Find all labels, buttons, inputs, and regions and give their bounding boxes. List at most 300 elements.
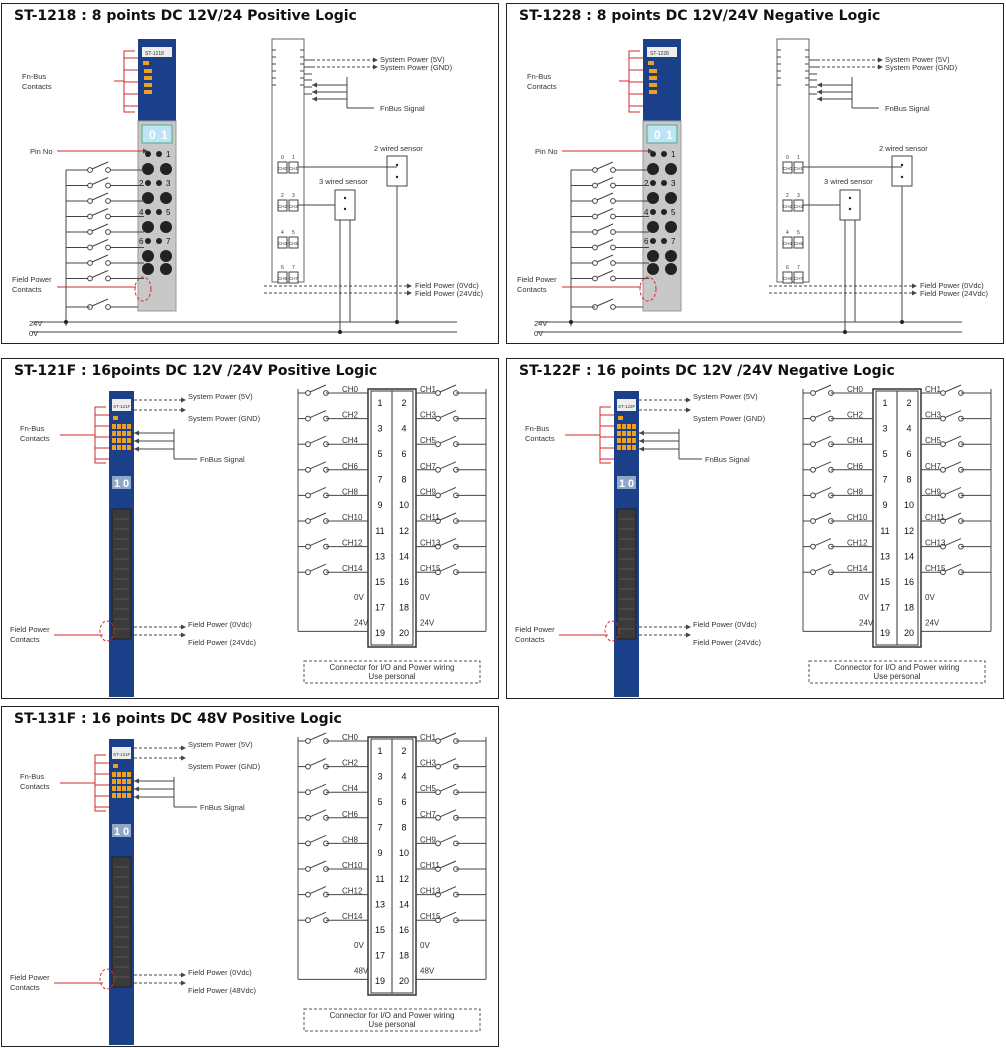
pin-terminal bbox=[650, 238, 656, 244]
terminal-pin-number: 1 bbox=[377, 745, 383, 756]
input-switch-contact bbox=[106, 276, 111, 281]
input-switch-blade bbox=[310, 385, 326, 392]
input-switch-blade bbox=[597, 162, 613, 169]
channel-label: CH6 bbox=[342, 809, 359, 819]
channel-pin: 6 bbox=[281, 265, 284, 271]
screw-terminal bbox=[142, 250, 154, 262]
schematic-module bbox=[272, 39, 304, 282]
pin-number: 1 bbox=[166, 150, 171, 159]
channel-led bbox=[117, 793, 121, 798]
screw-terminal bbox=[142, 263, 154, 275]
input-switch-contact bbox=[941, 416, 946, 421]
arrow-head bbox=[686, 633, 691, 638]
screw-terminal bbox=[647, 250, 659, 262]
channel-led bbox=[122, 786, 126, 791]
panel-title: ST-131F : 16 points DC 48V Positive Logic bbox=[14, 711, 342, 727]
channel-led bbox=[117, 438, 121, 443]
wiring-diagram-st-122f bbox=[507, 359, 1003, 698]
pin-number: 7 bbox=[671, 237, 676, 246]
input-switch-contact bbox=[436, 815, 441, 820]
led-digit-1: 1 bbox=[619, 478, 626, 490]
arrow-head bbox=[407, 291, 412, 296]
channel-led bbox=[622, 445, 626, 450]
channel-pin: 3 bbox=[797, 193, 800, 199]
terminal-pin-number: 12 bbox=[398, 525, 410, 536]
channel-label: CH14 bbox=[342, 564, 363, 574]
terminal-pin-number: 18 bbox=[398, 602, 410, 613]
channel-label: CH13 bbox=[420, 886, 441, 896]
input-switch-blade bbox=[92, 209, 108, 216]
panel-title: ST-122F : 16 points DC 12V /24V Negative Logic bbox=[519, 363, 895, 379]
power-label: 48V bbox=[354, 966, 369, 976]
system-power-5v-label: System Power (5V) bbox=[188, 740, 253, 749]
channel-led bbox=[649, 90, 657, 94]
terminal-pin-number: 4 bbox=[401, 423, 407, 434]
channel-led bbox=[122, 793, 126, 798]
pin-number: 1 bbox=[671, 150, 676, 159]
channel-label: CH2 bbox=[783, 204, 793, 209]
channel-led bbox=[117, 786, 121, 791]
input-switch-blade bbox=[815, 436, 831, 443]
input-switch-blade bbox=[440, 513, 456, 520]
sensor-terminal bbox=[396, 176, 398, 178]
screw-terminal bbox=[647, 221, 659, 233]
channel-pin: 7 bbox=[292, 265, 295, 271]
terminal-pin-number: 8 bbox=[401, 822, 407, 833]
channel-led bbox=[649, 69, 657, 73]
panel-st-1228 bbox=[506, 3, 1004, 344]
field-power-24v-label: Field Power (24Vdc) bbox=[920, 289, 988, 298]
input-switch-contact bbox=[611, 168, 616, 173]
status-led bbox=[618, 416, 623, 420]
channel-led bbox=[117, 772, 121, 777]
pin-number: 6 bbox=[644, 237, 649, 246]
channel-label: CH7 bbox=[420, 461, 437, 471]
screw-terminal bbox=[665, 192, 677, 204]
wiring-diagram-st-121f bbox=[2, 359, 498, 698]
channel-led bbox=[112, 793, 116, 798]
channel-label: CH7 bbox=[289, 276, 299, 281]
input-switch-blade bbox=[945, 564, 961, 571]
channel-led bbox=[122, 424, 126, 429]
arrow-head bbox=[878, 58, 883, 63]
pin-terminal bbox=[661, 151, 667, 157]
sensor-terminal bbox=[344, 208, 346, 210]
terminal-pin-number: 2 bbox=[906, 397, 912, 408]
pin-terminal bbox=[145, 209, 151, 215]
two-wired-sensor-label: 2 wired sensor bbox=[374, 144, 423, 153]
field-power-0v-label: Field Power (0Vdc) bbox=[188, 620, 252, 629]
pin-no-label: Pin No bbox=[30, 147, 53, 156]
input-switch-contact bbox=[306, 493, 311, 498]
channel-label: CH11 bbox=[420, 513, 440, 522]
input-switch-contact bbox=[88, 214, 93, 219]
input-switch-blade bbox=[310, 784, 326, 791]
input-switch-blade bbox=[440, 436, 456, 443]
fn-bus-label: Contacts bbox=[22, 82, 52, 91]
input-switch-contact bbox=[436, 416, 441, 421]
input-switch-blade bbox=[310, 887, 326, 894]
rail-24v-label: 24V bbox=[534, 319, 548, 328]
input-switch-contact bbox=[436, 391, 441, 396]
terminal-pin-number: 6 bbox=[401, 449, 407, 459]
screw-terminal bbox=[142, 192, 154, 204]
screw-terminal bbox=[160, 221, 172, 233]
channel-led bbox=[632, 424, 636, 429]
input-switch-contact bbox=[811, 570, 816, 575]
terminal-pin-number: 10 bbox=[398, 500, 410, 511]
led-digit-1: 1 bbox=[114, 826, 121, 838]
channel-pin: 6 bbox=[786, 265, 789, 271]
terminal-pin-number: 3 bbox=[377, 771, 383, 782]
channel-label: CH2 bbox=[342, 758, 359, 768]
channel-label: CH7 bbox=[925, 461, 942, 471]
channel-led bbox=[127, 445, 131, 450]
arrow-head bbox=[639, 431, 644, 436]
channel-led bbox=[122, 438, 126, 443]
arrow-head bbox=[639, 447, 644, 452]
input-switch-blade bbox=[310, 912, 326, 919]
channel-label: CH0 bbox=[847, 385, 864, 394]
terminal-pin-number: 1 bbox=[377, 397, 383, 408]
power-label: 0V bbox=[354, 940, 364, 950]
channel-led bbox=[122, 772, 126, 777]
input-switch-contact bbox=[611, 199, 616, 204]
channel-label: CH12 bbox=[342, 538, 363, 548]
arrow-head bbox=[181, 756, 186, 761]
input-switch-blade bbox=[815, 411, 831, 418]
input-switch-blade bbox=[945, 385, 961, 392]
channel-led bbox=[649, 76, 657, 80]
system-power-gnd-label: System Power (GND) bbox=[380, 63, 453, 72]
led-digit-0: 0 bbox=[654, 128, 661, 142]
terminal-pin-number: 17 bbox=[879, 602, 891, 613]
module-model-label: ST-121F bbox=[113, 404, 131, 409]
power-label: 0V bbox=[420, 940, 430, 950]
input-switch-contact bbox=[811, 467, 816, 472]
channel-led bbox=[627, 424, 631, 429]
input-switch-blade bbox=[440, 912, 456, 919]
channel-pin: 0 bbox=[786, 155, 789, 161]
field-power-contacts-label: Field Power bbox=[12, 275, 52, 284]
channel-label: CH6 bbox=[342, 461, 359, 471]
input-switch-blade bbox=[310, 462, 326, 469]
screw-terminal bbox=[160, 192, 172, 204]
input-switch-contact bbox=[306, 790, 311, 795]
connector-note-line2: Use personal bbox=[368, 672, 416, 681]
panel-st-131f bbox=[1, 706, 499, 1047]
terminal-pin-number: 15 bbox=[374, 577, 386, 587]
terminal-pin-number: 20 bbox=[398, 628, 410, 639]
channel-led bbox=[112, 445, 116, 450]
power-label: 24V bbox=[420, 618, 435, 628]
terminal-pin-number: 9 bbox=[882, 500, 888, 511]
fnbus-signal-label: FnBus Signal bbox=[380, 104, 425, 113]
channel-label: CH7 bbox=[420, 809, 437, 819]
channel-led bbox=[617, 438, 621, 443]
screw-terminal bbox=[665, 263, 677, 275]
power-label: 0V bbox=[859, 592, 869, 602]
channel-label: CH6 bbox=[278, 276, 288, 281]
connector-note-line1: Connector for I/O and Power wiring bbox=[834, 663, 960, 672]
rail-0v-label: 0V bbox=[29, 329, 39, 338]
input-switch-contact bbox=[106, 261, 111, 266]
rail-junction bbox=[569, 320, 573, 324]
arrow-head bbox=[181, 625, 186, 630]
input-switch-contact bbox=[88, 245, 93, 250]
channel-led bbox=[627, 431, 631, 436]
pin-number: 6 bbox=[139, 237, 144, 246]
pin-terminal bbox=[661, 209, 667, 215]
arrow-head bbox=[181, 746, 186, 751]
pin-number: 5 bbox=[166, 208, 171, 217]
channel-led bbox=[127, 431, 131, 436]
channel-pin: 1 bbox=[292, 155, 295, 161]
system-power-5v-label: System Power (5V) bbox=[885, 55, 950, 64]
input-switch-blade bbox=[310, 487, 326, 494]
input-switch-contact bbox=[436, 442, 441, 447]
input-switch-blade bbox=[92, 162, 108, 169]
pin-terminal bbox=[145, 180, 151, 186]
channel-label: CH15 bbox=[420, 912, 441, 922]
channel-led bbox=[117, 445, 121, 450]
input-switch-contact bbox=[611, 245, 616, 250]
pin-number: 5 bbox=[671, 208, 676, 217]
channel-label: CH10 bbox=[847, 513, 868, 522]
terminal-pin-number: 5 bbox=[882, 449, 888, 459]
channel-led bbox=[632, 438, 636, 443]
status-led bbox=[143, 61, 149, 65]
input-switch-contact bbox=[593, 261, 598, 266]
channel-label: CH4 bbox=[278, 241, 288, 246]
terminal-pin-number: 12 bbox=[903, 525, 915, 536]
input-switch-blade bbox=[597, 271, 613, 278]
arrow-head bbox=[639, 439, 644, 444]
channel-label: CH14 bbox=[342, 912, 363, 922]
channel-led bbox=[627, 438, 631, 443]
input-switch-contact bbox=[593, 183, 598, 188]
wiring-diagram-st-131f bbox=[2, 707, 498, 1046]
module-model-label: ST-131F bbox=[113, 752, 131, 757]
input-switch-blade bbox=[92, 224, 108, 231]
pin-terminal bbox=[650, 180, 656, 186]
pin-number: 3 bbox=[671, 179, 676, 188]
arrow-head bbox=[181, 398, 186, 403]
input-switch-blade bbox=[440, 759, 456, 766]
field-power-contacts-label: Contacts bbox=[10, 635, 40, 644]
screw-terminal bbox=[142, 221, 154, 233]
pin-terminal bbox=[661, 180, 667, 186]
channel-label: CH10 bbox=[342, 861, 363, 870]
input-switch-contact bbox=[88, 168, 93, 173]
channel-label: CH1 bbox=[420, 385, 437, 394]
led-digit-1: 1 bbox=[666, 128, 673, 142]
terminal-pin-number: 6 bbox=[401, 797, 407, 807]
system-power-5v-label: System Power (5V) bbox=[380, 55, 445, 64]
two-wired-sensor bbox=[387, 156, 407, 186]
input-switch-blade bbox=[310, 733, 326, 740]
input-switch-contact bbox=[611, 230, 616, 235]
arrow-head bbox=[181, 633, 186, 638]
terminal-pin-number: 8 bbox=[401, 474, 407, 485]
channel-led bbox=[649, 83, 657, 87]
input-switch-contact bbox=[611, 276, 616, 281]
input-switch-contact bbox=[106, 199, 111, 204]
input-switch-blade bbox=[597, 299, 613, 306]
screw-terminal bbox=[665, 163, 677, 175]
channel-label: CH9 bbox=[420, 487, 437, 497]
input-switch-blade bbox=[310, 810, 326, 817]
channel-led bbox=[127, 793, 131, 798]
channel-pin: 4 bbox=[281, 230, 284, 236]
channel-label: CH3 bbox=[794, 204, 804, 209]
terminal-pin-number: 9 bbox=[377, 848, 383, 859]
input-switch-contact bbox=[593, 168, 598, 173]
input-switch-blade bbox=[440, 539, 456, 546]
led-digit-0: 0 bbox=[149, 128, 156, 142]
pin-number: 4 bbox=[644, 208, 649, 217]
channel-pin: 0 bbox=[281, 155, 284, 161]
channel-label: CH10 bbox=[342, 513, 363, 522]
channel-led bbox=[127, 772, 131, 777]
fn-bus-label: Contacts bbox=[20, 782, 50, 791]
input-switch-contact bbox=[436, 790, 441, 795]
screw-terminal bbox=[647, 163, 659, 175]
screw-terminal bbox=[142, 163, 154, 175]
channel-label: CH5 bbox=[420, 784, 437, 794]
input-switch-blade bbox=[440, 784, 456, 791]
channel-label: CH9 bbox=[420, 835, 437, 845]
channel-label: CH9 bbox=[925, 487, 942, 497]
channel-label: CH6 bbox=[847, 461, 864, 471]
terminal-pin-number: 18 bbox=[398, 950, 410, 961]
led-digit-1: 1 bbox=[161, 128, 168, 142]
terminal-pin-number: 10 bbox=[398, 848, 410, 859]
screw-terminal bbox=[647, 263, 659, 275]
channel-pin: 5 bbox=[797, 230, 800, 236]
input-switch-blade bbox=[92, 240, 108, 247]
arrow-head bbox=[686, 398, 691, 403]
schematic-module bbox=[777, 39, 809, 282]
field-power-24v-label: Field Power (24Vdc) bbox=[693, 638, 761, 647]
wiring-diagram-st-1218 bbox=[2, 4, 498, 343]
terminal-pin-number: 9 bbox=[377, 500, 383, 511]
arrow-head bbox=[181, 981, 186, 986]
field-power-0v-label: Field Power (0Vdc) bbox=[920, 281, 984, 290]
terminal-pin-number: 3 bbox=[377, 423, 383, 434]
module-model-label: ST-122F bbox=[618, 404, 636, 409]
input-switch-contact bbox=[306, 416, 311, 421]
input-switch-blade bbox=[440, 810, 456, 817]
arrow-head bbox=[817, 97, 822, 102]
channel-led bbox=[122, 445, 126, 450]
input-switch-contact bbox=[941, 391, 946, 396]
input-switch-contact bbox=[436, 841, 441, 846]
arrow-head bbox=[686, 408, 691, 413]
input-switch-blade bbox=[815, 462, 831, 469]
channel-pin: 3 bbox=[292, 193, 295, 199]
channel-label: CH5 bbox=[289, 241, 299, 246]
fn-bus-label: Fn-Bus bbox=[20, 424, 45, 433]
channel-label: CH7 bbox=[794, 276, 804, 281]
channel-label: CH4 bbox=[847, 436, 864, 446]
channel-label: CH8 bbox=[342, 835, 359, 845]
channel-label: CH6 bbox=[783, 276, 793, 281]
channel-label: CH0 bbox=[342, 385, 359, 394]
arrow-head bbox=[686, 625, 691, 630]
input-switch-contact bbox=[306, 570, 311, 575]
terminal-pin-number: 4 bbox=[401, 771, 407, 782]
field-power-0v-label: Field Power (0Vdc) bbox=[188, 968, 252, 977]
system-power-5v-label: System Power (5V) bbox=[188, 392, 253, 401]
channel-label: CH3 bbox=[925, 410, 942, 420]
channel-led bbox=[117, 431, 121, 436]
channel-label: CH5 bbox=[925, 436, 942, 446]
system-power-gnd-label: System Power (GND) bbox=[885, 63, 958, 72]
input-switch-contact bbox=[88, 276, 93, 281]
input-switch-contact bbox=[593, 199, 598, 204]
input-switch-contact bbox=[811, 416, 816, 421]
channel-label: CH14 bbox=[847, 564, 868, 574]
arrow-head bbox=[181, 408, 186, 413]
input-switch-blade bbox=[440, 733, 456, 740]
input-switch-contact bbox=[593, 276, 598, 281]
fnbus-signal-label: FnBus Signal bbox=[885, 104, 930, 113]
input-switch-blade bbox=[92, 271, 108, 278]
input-switch-blade bbox=[815, 564, 831, 571]
input-switch-blade bbox=[310, 411, 326, 418]
led-digit-0: 0 bbox=[628, 478, 635, 490]
terminal-pin-number: 17 bbox=[374, 950, 386, 961]
sensor-terminal bbox=[344, 197, 346, 199]
connector-note-line2: Use personal bbox=[368, 1020, 416, 1029]
input-switch-blade bbox=[440, 487, 456, 494]
channel-label: CH4 bbox=[783, 241, 793, 246]
input-switch-contact bbox=[811, 493, 816, 498]
input-switch-contact bbox=[106, 230, 111, 235]
terminal-pin-number: 10 bbox=[903, 500, 915, 511]
fn-bus-label: Fn-Bus bbox=[22, 72, 47, 81]
arrow-head bbox=[407, 284, 412, 289]
input-switch-blade bbox=[597, 255, 613, 262]
rail-junction bbox=[395, 320, 399, 324]
panel-title: ST-1218 : 8 points DC 12V/24 Positive Logic bbox=[14, 8, 357, 24]
channel-label: CH8 bbox=[342, 487, 359, 497]
input-switch-contact bbox=[811, 391, 816, 396]
terminal-pin-number: 14 bbox=[398, 551, 410, 562]
system-power-gnd-label: System Power (GND) bbox=[693, 414, 766, 423]
input-switch-contact bbox=[306, 867, 311, 872]
input-switch-blade bbox=[945, 462, 961, 469]
terminal-pin-number: 15 bbox=[879, 577, 891, 587]
input-switch-contact bbox=[106, 214, 111, 219]
input-switch-blade bbox=[310, 539, 326, 546]
sensor-terminal bbox=[901, 176, 903, 178]
rail-junction bbox=[338, 330, 342, 334]
input-switch-contact bbox=[106, 168, 111, 173]
screw-terminal bbox=[160, 263, 172, 275]
input-switch-contact bbox=[811, 519, 816, 524]
terminal-pin-number: 19 bbox=[374, 628, 386, 639]
input-switch-blade bbox=[440, 887, 456, 894]
terminal-pin-number: 1 bbox=[882, 397, 888, 408]
channel-pin: 1 bbox=[797, 155, 800, 161]
terminal-pin-number: 12 bbox=[398, 873, 410, 884]
field-power-contacts-label: Contacts bbox=[10, 983, 40, 992]
input-switch-blade bbox=[310, 436, 326, 443]
rail-junction bbox=[900, 320, 904, 324]
input-switch-blade bbox=[92, 193, 108, 200]
